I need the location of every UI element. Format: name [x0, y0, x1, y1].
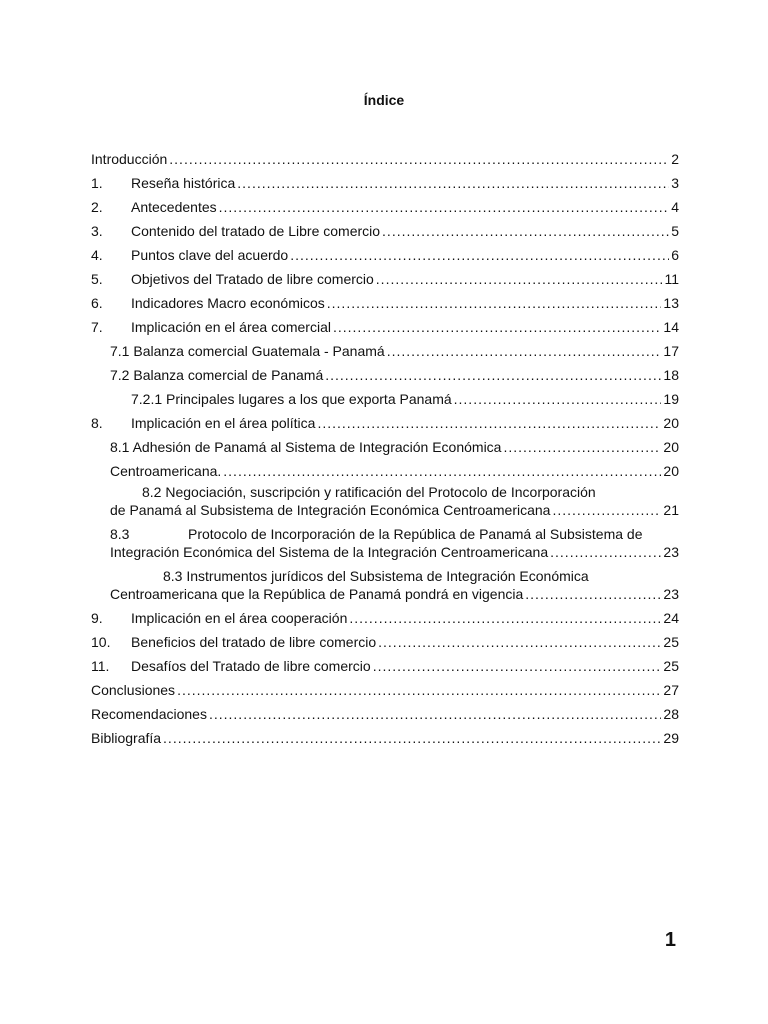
- toc-entry-page: 25: [663, 634, 679, 650]
- toc-entry-text: Centroamericana que la República de Panamá pondrá en vigencia: [110, 586, 524, 602]
- toc-entry-text: Protocolo de Incorporación de la República de Panamá al Subsistema de: [188, 526, 643, 542]
- toc-entry-7-1: [91, 342, 679, 360]
- toc-entry-page: 17: [663, 343, 679, 359]
- toc-entry-line: 8.2 Negociación, suscripción y ratificación del Protocolo de Incorporación: [142, 484, 596, 500]
- toc-entry-page: 25: [663, 658, 679, 674]
- toc-entry-conclusiones: [91, 681, 679, 699]
- toc-entry-line: 8.3 Instrumentos jurídicos del Subsistema de Integración Económica: [163, 568, 589, 584]
- toc-entry-page: 18: [663, 367, 679, 383]
- toc-entry-text: Reseña histórica: [131, 175, 236, 191]
- toc-entry-recomendaciones: [91, 705, 679, 723]
- toc-leader-dots: [177, 681, 661, 699]
- toc-leader-dots: [378, 633, 661, 651]
- toc-entry-9: [91, 609, 679, 627]
- toc-entry-number: 8.: [91, 415, 103, 431]
- toc-entry-6: [91, 294, 679, 312]
- toc-entry-text: Introducción: [91, 151, 168, 167]
- toc-entry-8-3-instrumentos: [91, 567, 679, 603]
- toc-entry-text: Objetivos del Tratado de libre comercio: [131, 271, 374, 287]
- toc-entry-line: [110, 525, 679, 543]
- toc-entry-page: 23: [663, 544, 679, 560]
- toc-leader-dots: [163, 729, 661, 747]
- toc-leader-dots: [317, 414, 661, 432]
- toc-entry-7-2-1: [91, 390, 679, 408]
- toc-entry-page: 13: [663, 295, 679, 311]
- toc-leader-dots: [219, 198, 670, 216]
- toc-leader-dots: [290, 246, 669, 264]
- toc-entry-text: 7.1 Balanza comercial Guatemala - Panamá: [110, 343, 385, 359]
- toc-entry-number: 7.: [91, 319, 103, 335]
- toc-entry-7: [91, 318, 679, 336]
- toc-entry-10: [91, 633, 679, 651]
- toc-leader-dots: [552, 501, 661, 519]
- toc-entry-page: 29: [663, 730, 679, 746]
- toc-entry-4: [91, 246, 679, 264]
- toc-entry-number: 3.: [91, 223, 103, 239]
- toc-leader-dots: [550, 543, 661, 561]
- toc-leader-dots: [373, 657, 662, 675]
- toc-entry-page: 19: [663, 391, 679, 407]
- toc-entry-1: [91, 174, 679, 192]
- toc-entry-8-2: [91, 483, 679, 519]
- toc-entry-text: Recomendaciones: [91, 706, 207, 722]
- toc-entry-line: [110, 585, 679, 603]
- toc-leader-dots: [209, 705, 661, 723]
- toc-entry-11: [91, 657, 679, 675]
- toc-entry-text: Contenido del tratado de Libre comercio: [131, 223, 381, 239]
- toc-entry-page: 28: [663, 706, 679, 722]
- toc-entry-number: 4.: [91, 247, 103, 263]
- toc-leader-dots: [387, 342, 662, 360]
- toc-entry-page: 27: [663, 682, 679, 698]
- toc-entry-text: Indicadores Macro económicos: [131, 295, 325, 311]
- toc-leader-dots: [382, 222, 669, 240]
- toc-leader-dots: [237, 174, 669, 192]
- toc-entry-text: Integración Económica del Sistema de la Integración Centroamericana: [110, 544, 549, 560]
- toc-entry-number: 11.: [91, 658, 110, 674]
- toc-entry-page: 3: [671, 175, 679, 191]
- toc-entry-8: [91, 414, 679, 432]
- toc-entry-5: [91, 270, 679, 288]
- toc-entry-8-3-protocolo: [91, 525, 679, 561]
- toc-entry-number: 10.: [91, 634, 111, 650]
- toc-entry-text: Bibliografía: [91, 730, 162, 746]
- toc-entry-3: [91, 222, 679, 240]
- toc-entry-number: 2.: [91, 199, 103, 215]
- toc-entry-bibliografia: [91, 729, 679, 747]
- toc-entry-page: 24: [663, 610, 679, 626]
- toc-entry-text: Desafíos del Tratado de libre comercio: [131, 658, 371, 674]
- toc-entry-page: 20: [663, 463, 679, 479]
- toc-entry-number: 8.3: [110, 526, 130, 542]
- toc-entry-8-1-cont: [91, 462, 679, 480]
- toc-entry-text: 7.2.1 Principales lugares a los que exporta Panamá: [131, 391, 452, 407]
- toc-leader-dots: [503, 438, 661, 456]
- toc-entry-page: 23: [663, 586, 679, 602]
- toc-leader-dots: [376, 270, 663, 288]
- toc-leader-dots: [525, 585, 661, 603]
- toc-leader-dots: [454, 390, 662, 408]
- toc-entry-text: Antecedentes: [131, 199, 217, 215]
- toc-entry-page: 5: [671, 223, 679, 239]
- toc-entry-page: 2: [671, 151, 679, 167]
- toc-entry-text: de Panamá al Subsistema de Integración Económica Centroamericana: [110, 502, 551, 518]
- toc-entry-page: 20: [663, 415, 679, 431]
- toc-leader-dots: [169, 150, 669, 168]
- toc-entry-7-2: [91, 366, 679, 384]
- toc-entry-text: Implicación en el área política: [131, 415, 316, 431]
- toc-entry-page: 21: [663, 502, 679, 518]
- toc-leader-dots: [325, 366, 661, 384]
- toc-entry-introduccion: [91, 150, 679, 168]
- toc-entry-page: 14: [663, 319, 679, 335]
- toc-entry-number: 6.: [91, 295, 103, 311]
- toc-entry-line: [110, 543, 679, 561]
- toc-entry-page: 11: [664, 271, 679, 287]
- page-title: Índice: [363, 92, 405, 108]
- toc-entry-number: 1.: [91, 175, 103, 191]
- toc-entry-2: [91, 198, 679, 216]
- toc-leader-dots: [223, 462, 661, 480]
- toc-entry-text: Puntos clave del acuerdo: [131, 247, 289, 263]
- table-of-contents: [91, 150, 679, 753]
- toc-leader-dots: [327, 294, 662, 312]
- toc-entry-page: 6: [671, 247, 679, 263]
- toc-entry-8-1: [91, 438, 679, 456]
- toc-entry-line: [110, 501, 679, 519]
- toc-entry-text: Conclusiones: [91, 682, 176, 698]
- toc-entry-number: 9.: [91, 610, 103, 626]
- toc-entry-number: 5.: [91, 271, 103, 287]
- toc-entry-text: Implicación en el área comercial: [131, 319, 331, 335]
- toc-entry-text: 7.2 Balanza comercial de Panamá: [110, 367, 324, 383]
- toc-entry-text: Centroamericana.: [110, 463, 222, 479]
- toc-entry-page: 20: [663, 439, 679, 455]
- page-number: 1: [664, 929, 676, 951]
- toc-entry-text: Beneficios del tratado de libre comercio: [131, 634, 377, 650]
- toc-entry-text: 8.1 Adhesión de Panamá al Sistema de Integración Económica: [110, 439, 502, 455]
- toc-entry-text: Implicación en el área cooperación: [131, 610, 348, 626]
- toc-leader-dots: [333, 318, 661, 336]
- toc-leader-dots: [349, 609, 661, 627]
- toc-entry-page: 4: [671, 199, 679, 215]
